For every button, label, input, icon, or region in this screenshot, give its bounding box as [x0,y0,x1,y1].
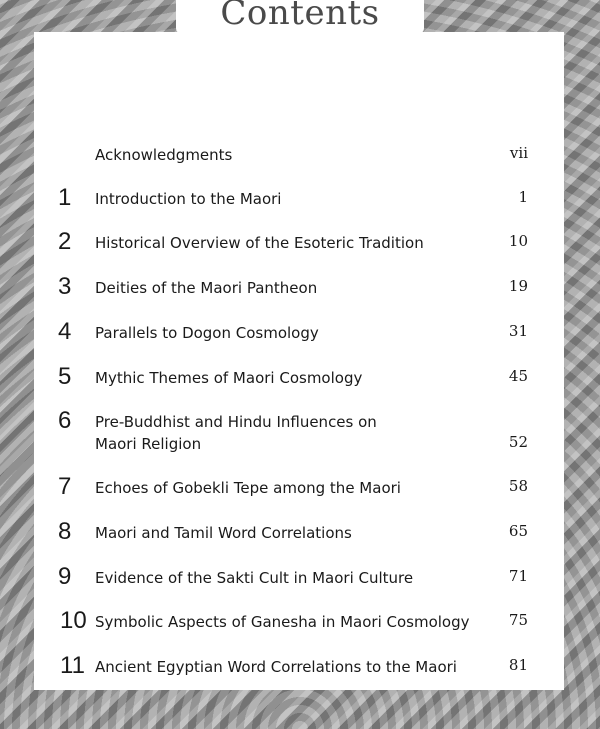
toc-entry-page: 58 [508,477,528,495]
chapter-number: 3 [58,273,72,300]
chapter-number: 1 [58,184,72,211]
toc-entry-title: Historical Overview of the Esoteric Tradition [95,234,424,252]
page-title: Contents [220,0,380,33]
toc-entry-page: 71 [508,567,528,585]
toc-entry-title-line2: Maori Religion [95,435,202,453]
chapter-number: 8 [58,518,72,545]
toc-entry-page: 65 [508,522,528,540]
toc-entry-page: 19 [508,277,528,295]
chapter-number: 10 [60,607,87,634]
toc-entry-title: Symbolic Aspects of Ganesha in Maori Cosmology [95,613,470,631]
toc-entry-page: 31 [508,322,528,340]
toc-entry-page: 81 [508,656,528,674]
toc-entry-title: Deities of the Maori Pantheon [95,279,318,297]
chapter-number: 11 [60,652,85,679]
chapter-number: 9 [58,563,72,590]
toc-entry-title: Mythic Themes of Maori Cosmology [95,369,363,387]
chapter-number: 2 [58,228,72,255]
chapter-number: 6 [58,407,72,434]
toc-entry-page: 52 [508,433,528,451]
toc-entry-page: 10 [508,232,528,250]
toc-entry-title: Parallels to Dogon Cosmology [95,324,319,342]
toc-entry-title: Ancient Egyptian Word Correlations to the Maori [95,658,457,676]
toc-entry-page: vii [509,144,528,162]
toc-entry-title: Introduction to the Maori [95,190,282,208]
toc-entry-title: Evidence of the Sakti Cult in Maori Culture [95,569,414,587]
contents-panel [34,32,564,690]
toc-entry-title: Acknowledgments [95,146,233,164]
title-banner [176,0,424,34]
toc-entry-title-line1: Pre-Buddhist and Hindu Influences on [95,413,377,431]
toc-entry-title: Echoes of Gobekli Tepe among the Maori [95,479,401,497]
toc-entry-page: 45 [508,367,528,385]
chapter-number: 7 [58,473,72,500]
toc-entry-page: 1 [518,188,528,206]
toc-entry-page: 75 [508,611,528,629]
chapter-number: 5 [58,363,72,390]
toc-entry-title: Maori and Tamil Word Correlations [95,524,352,542]
chapter-number: 4 [58,318,72,345]
